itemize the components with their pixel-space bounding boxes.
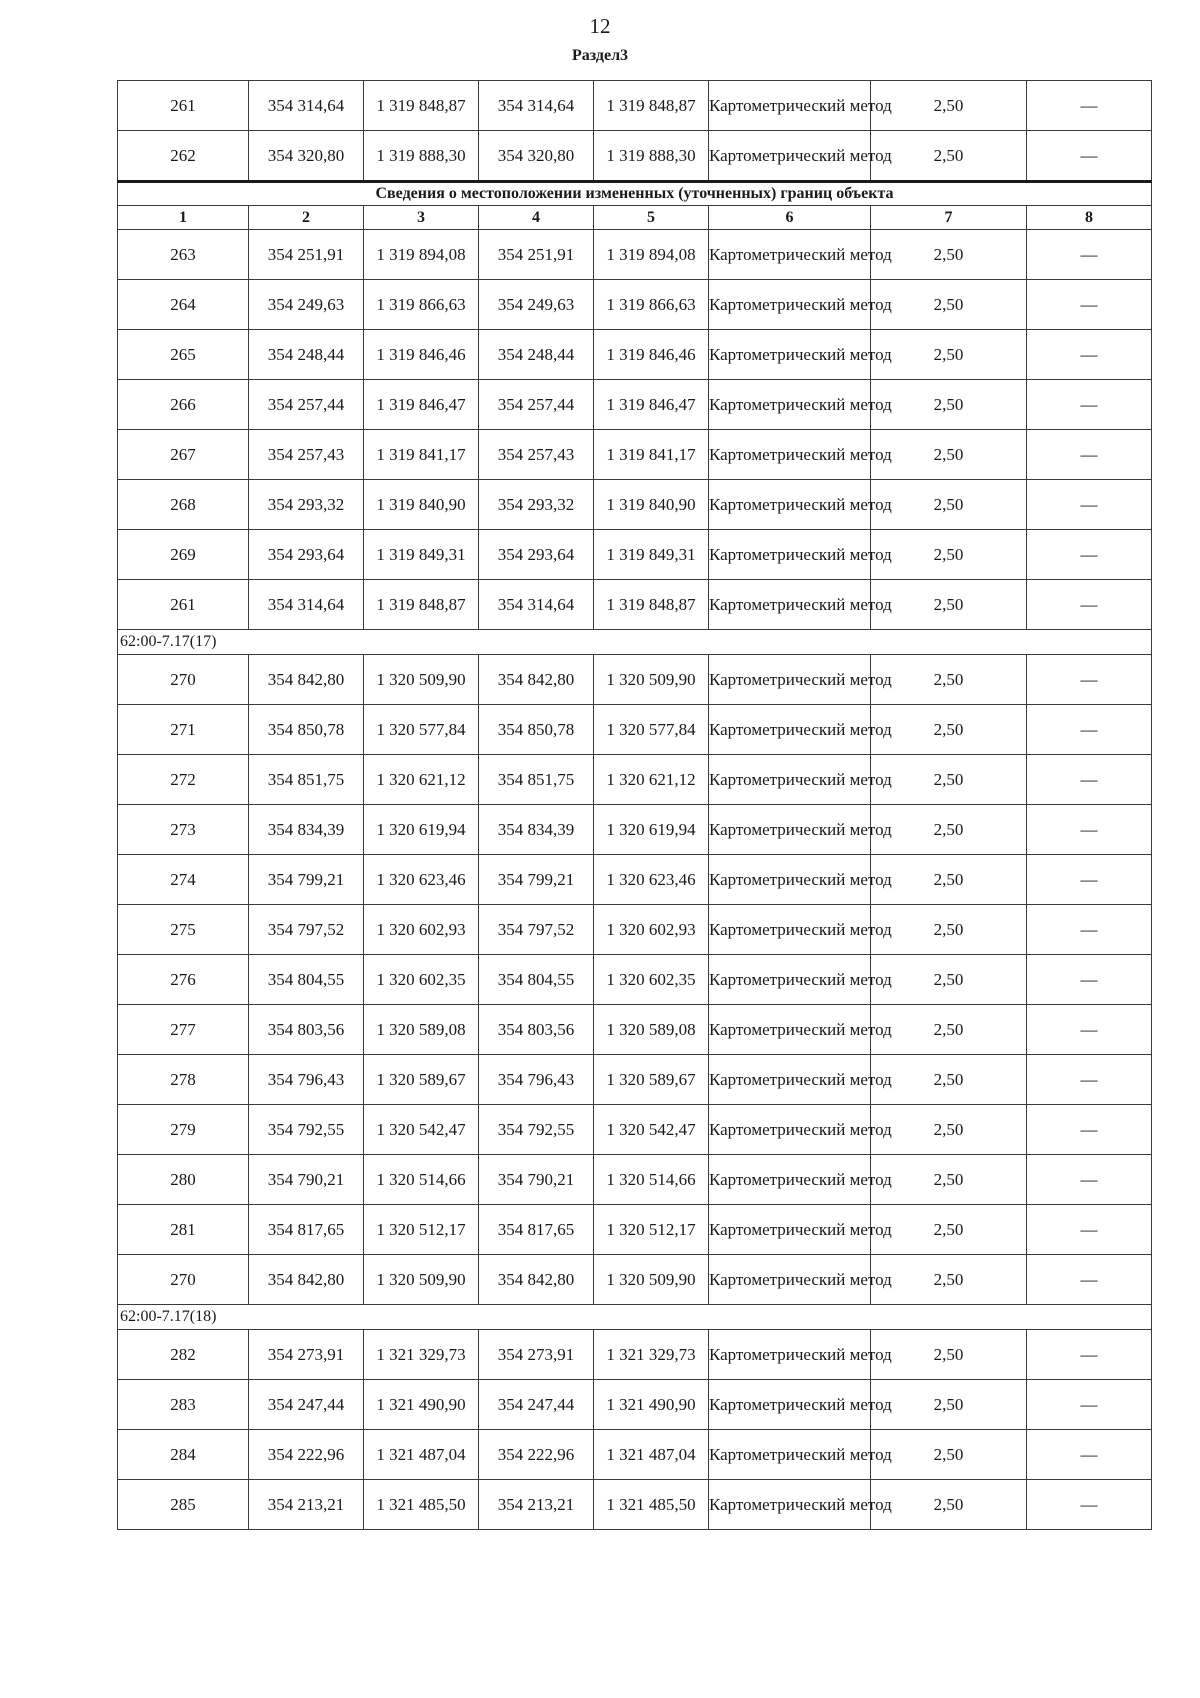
- x-existing-cell: 354 293,64: [249, 530, 364, 580]
- y-existing-cell: 1 319 840,90: [364, 480, 479, 530]
- accuracy-cell: 2,50: [871, 280, 1027, 330]
- y-new-cell: 1 320 602,35: [594, 955, 709, 1005]
- table-row: [118, 1055, 1152, 1105]
- x-existing-cell: 354 850,78: [249, 705, 364, 755]
- accuracy-cell: 2,50: [871, 655, 1027, 705]
- x-new-cell: 354 320,80: [479, 131, 594, 182]
- method-cell: Картометрический метод: [709, 805, 871, 855]
- y-existing-cell: 1 319 894,08: [364, 230, 479, 280]
- y-new-cell: 1 320 623,46: [594, 855, 709, 905]
- point-number-cell: 263: [118, 230, 249, 280]
- table-row: [118, 480, 1152, 530]
- boundary-coordinates-table: [117, 80, 1152, 1530]
- column-number: 3: [364, 206, 479, 230]
- method-cell: Картометрический метод: [709, 1255, 871, 1305]
- y-new-cell: 1 320 512,17: [594, 1205, 709, 1255]
- table-block-a: [118, 230, 1152, 630]
- y-new-cell: 1 319 840,90: [594, 480, 709, 530]
- table-row: [118, 330, 1152, 380]
- y-new-cell: 1 319 846,47: [594, 380, 709, 430]
- y-existing-cell: 1 320 623,46: [364, 855, 479, 905]
- method-cell: Картометрический метод: [709, 580, 871, 630]
- y-new-cell: 1 320 542,47: [594, 1105, 709, 1155]
- table-row: [118, 1330, 1152, 1380]
- y-existing-cell: 1 320 621,12: [364, 755, 479, 805]
- x-new-cell: 354 842,80: [479, 1255, 594, 1305]
- table-row: [118, 1205, 1152, 1255]
- description-cell: —: [1027, 1155, 1152, 1205]
- method-cell: Картометрический метод: [709, 1205, 871, 1255]
- y-existing-cell: 1 320 602,93: [364, 905, 479, 955]
- column-number: 4: [479, 206, 594, 230]
- method-cell: Картометрический метод: [709, 330, 871, 380]
- table-block-top: [118, 81, 1152, 182]
- point-number-cell: 273: [118, 805, 249, 855]
- info-header-cell: Сведения о местоположении измененных (уточненных) границ объекта: [118, 182, 1152, 206]
- x-existing-cell: 354 320,80: [249, 131, 364, 182]
- accuracy-cell: 2,50: [871, 1480, 1027, 1530]
- accuracy-cell: 2,50: [871, 855, 1027, 905]
- method-cell: Картометрический метод: [709, 1005, 871, 1055]
- table-row: [118, 230, 1152, 280]
- accuracy-cell: 2,50: [871, 480, 1027, 530]
- table-row: [118, 530, 1152, 580]
- point-number-cell: 270: [118, 655, 249, 705]
- x-existing-cell: 354 842,80: [249, 1255, 364, 1305]
- table-row: [118, 905, 1152, 955]
- x-existing-cell: 354 222,96: [249, 1430, 364, 1480]
- method-cell: Картометрический метод: [709, 1430, 871, 1480]
- method-cell: Картометрический метод: [709, 430, 871, 480]
- description-cell: —: [1027, 1005, 1152, 1055]
- accuracy-cell: 2,50: [871, 1255, 1027, 1305]
- y-existing-cell: 1 320 577,84: [364, 705, 479, 755]
- point-number-cell: 275: [118, 905, 249, 955]
- column-number: 8: [1027, 206, 1152, 230]
- point-number-cell: 271: [118, 705, 249, 755]
- y-existing-cell: 1 320 509,90: [364, 655, 479, 705]
- y-existing-cell: 1 320 589,67: [364, 1055, 479, 1105]
- table-block-b: [118, 655, 1152, 1305]
- y-existing-cell: 1 321 490,90: [364, 1380, 479, 1430]
- x-new-cell: 354 851,75: [479, 755, 594, 805]
- method-cell: Картометрический метод: [709, 1480, 871, 1530]
- y-existing-cell: 1 319 849,31: [364, 530, 479, 580]
- point-number-cell: 279: [118, 1105, 249, 1155]
- x-new-cell: 354 796,43: [479, 1055, 594, 1105]
- point-number-cell: 267: [118, 430, 249, 480]
- y-new-cell: 1 321 329,73: [594, 1330, 709, 1380]
- description-cell: —: [1027, 1255, 1152, 1305]
- y-existing-cell: 1 319 888,30: [364, 131, 479, 182]
- description-cell: —: [1027, 1330, 1152, 1380]
- description-cell: —: [1027, 805, 1152, 855]
- column-numbers-row: [118, 206, 1152, 230]
- method-cell: Картометрический метод: [709, 530, 871, 580]
- description-cell: —: [1027, 81, 1152, 131]
- x-existing-cell: 354 842,80: [249, 655, 364, 705]
- accuracy-cell: 2,50: [871, 430, 1027, 480]
- accuracy-cell: 2,50: [871, 1430, 1027, 1480]
- x-existing-cell: 354 257,43: [249, 430, 364, 480]
- accuracy-cell: 2,50: [871, 1055, 1027, 1105]
- point-number-cell: 284: [118, 1430, 249, 1480]
- point-number-cell: 261: [118, 580, 249, 630]
- table-row: [118, 705, 1152, 755]
- x-existing-cell: 354 797,52: [249, 905, 364, 955]
- y-existing-cell: 1 319 841,17: [364, 430, 479, 480]
- accuracy-cell: 2,50: [871, 905, 1027, 955]
- y-existing-cell: 1 319 846,46: [364, 330, 479, 380]
- table-row: [118, 430, 1152, 480]
- table-row: [118, 380, 1152, 430]
- point-number-cell: 269: [118, 530, 249, 580]
- y-new-cell: 1 320 621,12: [594, 755, 709, 805]
- x-existing-cell: 354 251,91: [249, 230, 364, 280]
- y-new-cell: 1 320 577,84: [594, 705, 709, 755]
- x-new-cell: 354 834,39: [479, 805, 594, 855]
- y-existing-cell: 1 319 866,63: [364, 280, 479, 330]
- x-new-cell: 354 850,78: [479, 705, 594, 755]
- column-number: 6: [709, 206, 871, 230]
- y-new-cell: 1 320 589,67: [594, 1055, 709, 1105]
- accuracy-cell: 2,50: [871, 955, 1027, 1005]
- y-existing-cell: 1 321 485,50: [364, 1480, 479, 1530]
- x-existing-cell: 354 792,55: [249, 1105, 364, 1155]
- table-row: [118, 1105, 1152, 1155]
- x-new-cell: 354 251,91: [479, 230, 594, 280]
- column-number: 2: [249, 206, 364, 230]
- accuracy-cell: 2,50: [871, 1380, 1027, 1430]
- table-row: [118, 1005, 1152, 1055]
- description-cell: —: [1027, 230, 1152, 280]
- y-new-cell: 1 319 848,87: [594, 81, 709, 131]
- accuracy-cell: 2,50: [871, 380, 1027, 430]
- x-new-cell: 354 213,21: [479, 1480, 594, 1530]
- point-number-cell: 270: [118, 1255, 249, 1305]
- y-new-cell: 1 319 849,31: [594, 530, 709, 580]
- y-new-cell: 1 319 848,87: [594, 580, 709, 630]
- y-new-cell: 1 319 888,30: [594, 131, 709, 182]
- description-cell: —: [1027, 655, 1152, 705]
- x-existing-cell: 354 249,63: [249, 280, 364, 330]
- point-number-cell: 281: [118, 1205, 249, 1255]
- x-existing-cell: 354 257,44: [249, 380, 364, 430]
- accuracy-cell: 2,50: [871, 1155, 1027, 1205]
- table-row: [118, 1255, 1152, 1305]
- x-new-cell: 354 314,64: [479, 580, 594, 630]
- y-existing-cell: 1 319 848,87: [364, 580, 479, 630]
- description-cell: —: [1027, 1055, 1152, 1105]
- x-new-cell: 354 257,44: [479, 380, 594, 430]
- y-new-cell: 1 321 487,04: [594, 1430, 709, 1480]
- description-cell: —: [1027, 280, 1152, 330]
- column-number: 5: [594, 206, 709, 230]
- point-number-cell: 268: [118, 480, 249, 530]
- y-new-cell: 1 320 589,08: [594, 1005, 709, 1055]
- y-existing-cell: 1 320 619,94: [364, 805, 479, 855]
- accuracy-cell: 2,50: [871, 1005, 1027, 1055]
- table-row: [118, 955, 1152, 1005]
- y-existing-cell: 1 319 846,47: [364, 380, 479, 430]
- accuracy-cell: 2,50: [871, 1105, 1027, 1155]
- y-existing-cell: 1 320 602,35: [364, 955, 479, 1005]
- description-cell: —: [1027, 380, 1152, 430]
- method-cell: Картометрический метод: [709, 1155, 871, 1205]
- y-new-cell: 1 320 514,66: [594, 1155, 709, 1205]
- accuracy-cell: 2,50: [871, 131, 1027, 182]
- description-cell: —: [1027, 955, 1152, 1005]
- x-new-cell: 354 273,91: [479, 1330, 594, 1380]
- accuracy-cell: 2,50: [871, 580, 1027, 630]
- x-existing-cell: 354 293,32: [249, 480, 364, 530]
- x-new-cell: 354 842,80: [479, 655, 594, 705]
- y-existing-cell: 1 320 514,66: [364, 1155, 479, 1205]
- point-number-cell: 283: [118, 1380, 249, 1430]
- point-number-cell: 282: [118, 1330, 249, 1380]
- description-cell: —: [1027, 580, 1152, 630]
- accuracy-cell: 2,50: [871, 705, 1027, 755]
- table-row: [118, 1480, 1152, 1530]
- point-number-cell: 264: [118, 280, 249, 330]
- method-cell: Картометрический метод: [709, 131, 871, 182]
- description-cell: —: [1027, 1105, 1152, 1155]
- accuracy-cell: 2,50: [871, 1330, 1027, 1380]
- method-cell: Картометрический метод: [709, 655, 871, 705]
- method-cell: Картометрический метод: [709, 1105, 871, 1155]
- y-existing-cell: 1 320 589,08: [364, 1005, 479, 1055]
- point-number-cell: 266: [118, 380, 249, 430]
- x-existing-cell: 354 796,43: [249, 1055, 364, 1105]
- group-label: 62:00-7.17(18): [118, 1305, 1152, 1330]
- method-cell: Картометрический метод: [709, 1380, 871, 1430]
- accuracy-cell: 2,50: [871, 1205, 1027, 1255]
- point-number-cell: 274: [118, 855, 249, 905]
- description-cell: —: [1027, 430, 1152, 480]
- table-row: [118, 755, 1152, 805]
- group-label-row: [118, 1305, 1152, 1330]
- x-existing-cell: 354 273,91: [249, 1330, 364, 1380]
- x-new-cell: 354 792,55: [479, 1105, 594, 1155]
- method-cell: Картометрический метод: [709, 1055, 871, 1105]
- page-number: 12: [589, 14, 611, 38]
- description-cell: —: [1027, 855, 1152, 905]
- method-cell: Картометрический метод: [709, 955, 871, 1005]
- x-new-cell: 354 817,65: [479, 1205, 594, 1255]
- table-row: [118, 131, 1152, 182]
- table-row: [118, 1380, 1152, 1430]
- point-number-cell: 262: [118, 131, 249, 182]
- group-label-row: [118, 630, 1152, 655]
- table-row: [118, 280, 1152, 330]
- y-new-cell: 1 320 509,90: [594, 655, 709, 705]
- x-new-cell: 354 257,43: [479, 430, 594, 480]
- y-new-cell: 1 319 894,08: [594, 230, 709, 280]
- x-new-cell: 354 293,64: [479, 530, 594, 580]
- table-row: [118, 1430, 1152, 1480]
- group-label: 62:00-7.17(17): [118, 630, 1152, 655]
- description-cell: —: [1027, 1430, 1152, 1480]
- x-existing-cell: 354 834,39: [249, 805, 364, 855]
- table-row: [118, 580, 1152, 630]
- x-existing-cell: 354 213,21: [249, 1480, 364, 1530]
- y-existing-cell: 1 321 329,73: [364, 1330, 479, 1380]
- description-cell: —: [1027, 330, 1152, 380]
- description-cell: —: [1027, 705, 1152, 755]
- group-c-header: [118, 1305, 1152, 1330]
- point-number-cell: 285: [118, 1480, 249, 1530]
- description-cell: —: [1027, 1380, 1152, 1430]
- x-existing-cell: 354 790,21: [249, 1155, 364, 1205]
- point-number-cell: 276: [118, 955, 249, 1005]
- section-title: Раздел3: [571, 47, 629, 64]
- y-existing-cell: 1 320 542,47: [364, 1105, 479, 1155]
- method-cell: Картометрический метод: [709, 230, 871, 280]
- method-cell: Картометрический метод: [709, 755, 871, 805]
- point-number-cell: 261: [118, 81, 249, 131]
- description-cell: —: [1027, 1480, 1152, 1530]
- x-existing-cell: 354 804,55: [249, 955, 364, 1005]
- table-row: [118, 855, 1152, 905]
- accuracy-cell: 2,50: [871, 330, 1027, 380]
- description-cell: —: [1027, 131, 1152, 182]
- method-cell: Картометрический метод: [709, 1330, 871, 1380]
- method-cell: Картометрический метод: [709, 480, 871, 530]
- accuracy-cell: 2,50: [871, 805, 1027, 855]
- description-cell: —: [1027, 480, 1152, 530]
- description-cell: —: [1027, 755, 1152, 805]
- x-existing-cell: 354 799,21: [249, 855, 364, 905]
- x-new-cell: 354 803,56: [479, 1005, 594, 1055]
- table-row: [118, 805, 1152, 855]
- column-number: 1: [118, 206, 249, 230]
- column-number: 7: [871, 206, 1027, 230]
- table-row: [118, 1155, 1152, 1205]
- description-cell: —: [1027, 905, 1152, 955]
- accuracy-cell: 2,50: [871, 230, 1027, 280]
- group-b-header: [118, 630, 1152, 655]
- y-existing-cell: 1 321 487,04: [364, 1430, 479, 1480]
- x-new-cell: 354 222,96: [479, 1430, 594, 1480]
- method-cell: Картометрический метод: [709, 380, 871, 430]
- x-existing-cell: 354 247,44: [249, 1380, 364, 1430]
- point-number-cell: 278: [118, 1055, 249, 1105]
- point-number-cell: 272: [118, 755, 249, 805]
- x-new-cell: 354 797,52: [479, 905, 594, 955]
- x-new-cell: 354 248,44: [479, 330, 594, 380]
- method-cell: Картометрический метод: [709, 705, 871, 755]
- x-new-cell: 354 799,21: [479, 855, 594, 905]
- method-cell: Картометрический метод: [709, 855, 871, 905]
- y-new-cell: 1 320 619,94: [594, 805, 709, 855]
- point-number-cell: 265: [118, 330, 249, 380]
- point-number-cell: 277: [118, 1005, 249, 1055]
- y-new-cell: 1 321 485,50: [594, 1480, 709, 1530]
- y-new-cell: 1 320 509,90: [594, 1255, 709, 1305]
- x-existing-cell: 354 314,64: [249, 81, 364, 131]
- table-header-block: [118, 182, 1152, 230]
- x-new-cell: 354 247,44: [479, 1380, 594, 1430]
- x-existing-cell: 354 803,56: [249, 1005, 364, 1055]
- y-existing-cell: 1 319 848,87: [364, 81, 479, 131]
- accuracy-cell: 2,50: [871, 755, 1027, 805]
- y-new-cell: 1 319 866,63: [594, 280, 709, 330]
- x-existing-cell: 354 314,64: [249, 580, 364, 630]
- x-new-cell: 354 249,63: [479, 280, 594, 330]
- y-new-cell: 1 319 841,17: [594, 430, 709, 480]
- method-cell: Картометрический метод: [709, 905, 871, 955]
- accuracy-cell: 2,50: [871, 530, 1027, 580]
- y-new-cell: 1 320 602,93: [594, 905, 709, 955]
- accuracy-cell: 2,50: [871, 81, 1027, 131]
- y-existing-cell: 1 320 509,90: [364, 1255, 479, 1305]
- info-header-row: [118, 182, 1152, 206]
- table-row: [118, 81, 1152, 131]
- method-cell: Картометрический метод: [709, 280, 871, 330]
- point-number-cell: 280: [118, 1155, 249, 1205]
- y-new-cell: 1 319 846,46: [594, 330, 709, 380]
- description-cell: —: [1027, 530, 1152, 580]
- table-row: [118, 655, 1152, 705]
- x-existing-cell: 354 851,75: [249, 755, 364, 805]
- x-new-cell: 354 804,55: [479, 955, 594, 1005]
- x-new-cell: 354 790,21: [479, 1155, 594, 1205]
- y-new-cell: 1 321 490,90: [594, 1380, 709, 1430]
- x-new-cell: 354 293,32: [479, 480, 594, 530]
- table-block-c: [118, 1330, 1152, 1530]
- x-new-cell: 354 314,64: [479, 81, 594, 131]
- description-cell: —: [1027, 1205, 1152, 1255]
- method-cell: Картометрический метод: [709, 81, 871, 131]
- y-existing-cell: 1 320 512,17: [364, 1205, 479, 1255]
- x-existing-cell: 354 817,65: [249, 1205, 364, 1255]
- x-existing-cell: 354 248,44: [249, 330, 364, 380]
